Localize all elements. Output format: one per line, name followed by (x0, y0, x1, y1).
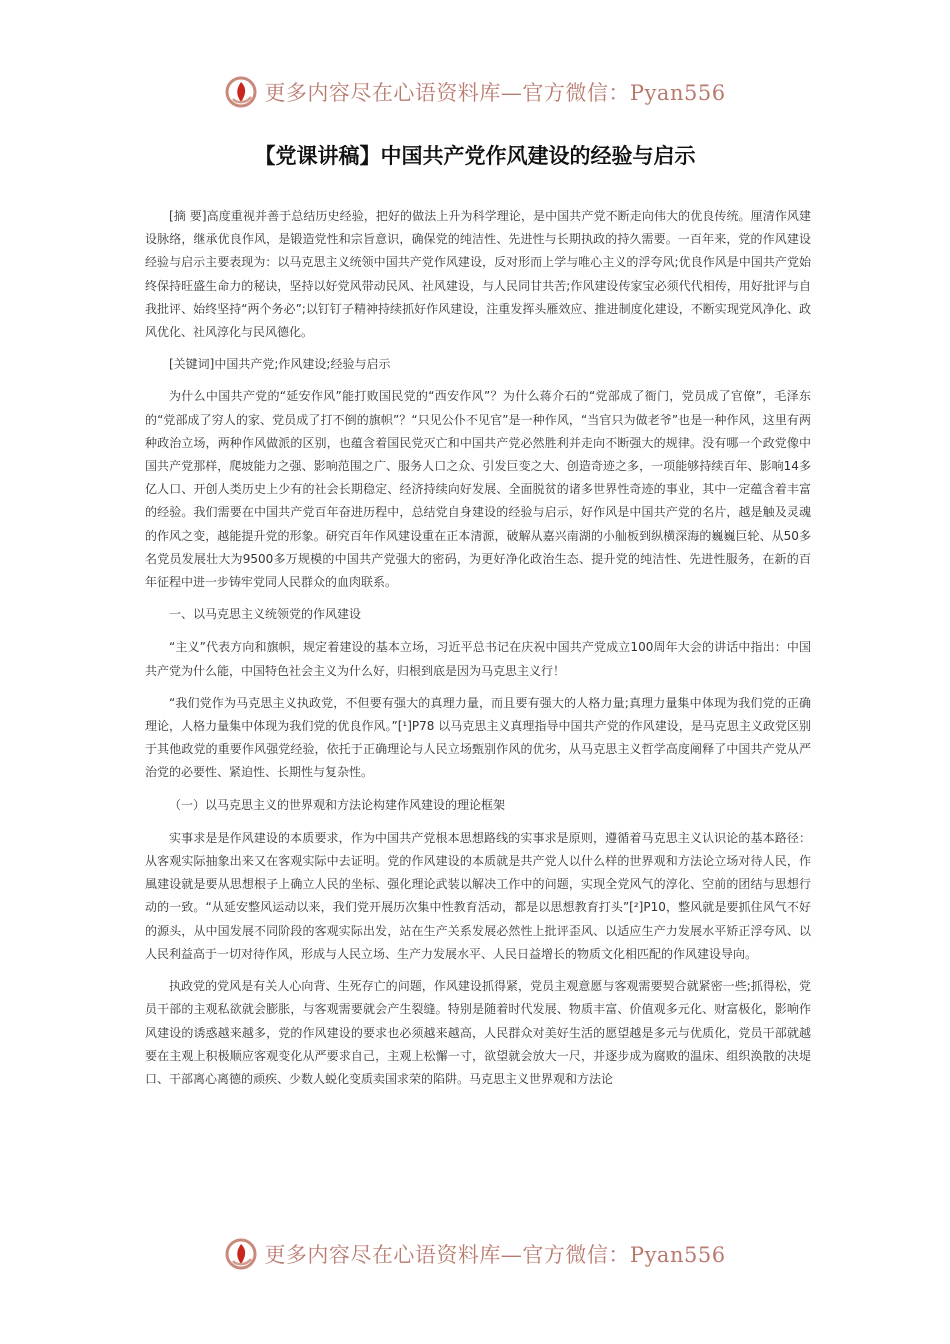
body-paragraph: 实事求是是作风建设的本质要求，作为中国共产党根本思想路线的实事求是原则，遵循着马克思主义认识论的基本路径：从客观实际抽象出来又在客观实际中去证明。党的作风建设的本质就是共产党人以什么样的世界观和方法论立场对待人民，作風建设就是要从思想根子上确立人民的坐标、强化理论武装以解决工作中的问题，实现全党风气的淳化、空前的团结与思想行动的一致。“从延安整风运动以来，我们党开展历次集中性教育活动，都是以思想教育打头”[²]P10，整风就是要抓住风气不好的源头，从中国发展不同阶段的客观实际出发，站在生产关系发展必然性上批评歪风、以适应生产力发展水平矫正浮夸风、以人民利益高于一切对待作风，形成与人民立场、生产力发展水平、人民日益增长的物质文化相匹配的作风建设导向。 (145, 830, 811, 961)
subsection-heading: （一）以马克思主义的世界观和方法论构建作风建设的理论框架 (169, 797, 506, 812)
keywords-paragraph: [关键词]中国共产党;作风建设;经验与启示 (169, 357, 391, 372)
section-heading: 一、以马克思主义统领党的作风建设 (169, 607, 362, 622)
banner-text: 更多内容尽在心语资料库—官方微信：Pyan556 (264, 1243, 726, 1267)
flame-logo-icon (224, 1237, 258, 1271)
body-paragraph: 执政党的党风是有关人心向背、生死存亡的问题，作风建设抓得紧，党员主观意愿与客观需要契合就紧密一些;抓得松，党员干部的主观私欲就会膨胀，与客观需要就会产生裂缝。特别是随着时代发展、物质丰富、价值观多元化、财富极化，影响作风建设的诱惑越来越多，党的作风建设的要求也必须越来越高，人民群众对美好生活的愿望越是多元与优质化，党员干部就越要在主观上积极顺应客观变化从严要求自己，主观上松懈一寸，欲望就会放大一尺，并逐步成为腐败的温床、组织涣散的决堤口、干部离心离德的顽疾、少数人蜕化变质卖国求荣的陷阱。马克思主义世界观和方法论 (145, 979, 811, 1086)
footer-banner (0, 1232, 950, 1276)
header-banner (0, 70, 950, 114)
document-body (145, 205, 811, 1100)
abstract-paragraph: [摘 要]高度重视并善于总结历史经验，把好的做法上升为科学理论，是中国共产党不断走向伟大的优良传统。厘清作风建设脉络，继承优良作风，是锻造党性和宗旨意识，确保党的纯洁性、先进性与长期执政的持久需要。一百年来，党的作风建设经验与启示主要表现为：以马克思主义统领中国共产党作风建设，反对形而上学与唯心主义的浮夸风;优良作风是中国共产党始终保持旺盛生命力的秘诀，坚持以好党风带动民风、社风建设，与人民同甘共苦;作风建设传家宝必须代代相传，用好批评与自我批评、始终坚持“两个务必”;以钉钉子精神持续抓好作风建设，注重发挥头雁效应、推进制度化建设，不断实现党风净化、政风优化、社风淳化与民风德化。 (145, 209, 811, 340)
document-title: 【党课讲稿】中国共产党作风建设的经验与启示 (254, 144, 696, 168)
intro-paragraph: 为什么中国共产党的“延安作风”能打败国民党的“西安作风”？为什么蒋介石的“党部成了衙门，党员成了官僚”，毛泽东的“党部成了穷人的家、党员成了打不倒的旗帜”？“只见公仆不见官”是一种作风，“当官只为做老爷”也是一种作风，这里有两种政治立场，两种作风做派的区别，也蕴含着国民党灭亡和中国共产党必然胜利并走向不断强大的规律。没有哪一个政党像中国共产党那样，爬坡能力之强、影响范围之广、服务人口之众、引发巨变之大、创造奇迹之多，一项能够持续百年、影响14多亿人口、开创人类历史上少有的社会长期稳定、经济持续向好发展、全面脱贫的诸多世界性奇迹的事业，其中一定蕴含着丰富的经验。我们需要在中国共产党百年奋进历程中，总结党自身建设的经验与启示，好作风是中国共产党的名片，越是触及灵魂的作风之变，越能提升党的形象。研究百年作风建设重在正本清源，破解从嘉兴南湖的小舢板到纵横深海的巍巍巨轮、从50多名党员发展壮大为9500多万规模的中国共产党强大的密码，为更好净化政治生态、提升党的纯洁性、先进性服务，在新的百年征程中进一步铸牢党同人民群众的血肉联系。 (145, 389, 811, 590)
body-paragraph: “我们党作为马克思主义执政党，不但要有强大的真理力量，而且要有强大的人格力量;真理力量集中体现为我们党的正确理论，人格力量集中体现为我们党的优良作风。”[¹]P78 以马克思主义真理指导中国共产党的作风建设，是马克思主义政党区别于其他政党的重要作风强党经验，依托于正确理论与人民立场甄别作风的优劣，从马克思主义哲学高度阐释了中国共产党从严治党的必要性、紧迫性、长期性与复杂性。 (145, 695, 811, 780)
flame-logo-icon (224, 75, 258, 109)
body-paragraph: “主义”代表方向和旗帜，规定着建设的基本立场，习近平总书记在庆祝中国共产党成立100周年大会的讲话中指出：中国共产党为什么能，中国特色社会主义为什么好，归根到底是因为马克思主义行！ (145, 640, 811, 678)
banner-text: 更多内容尽在心语资料库—官方微信：Pyan556 (264, 81, 726, 105)
